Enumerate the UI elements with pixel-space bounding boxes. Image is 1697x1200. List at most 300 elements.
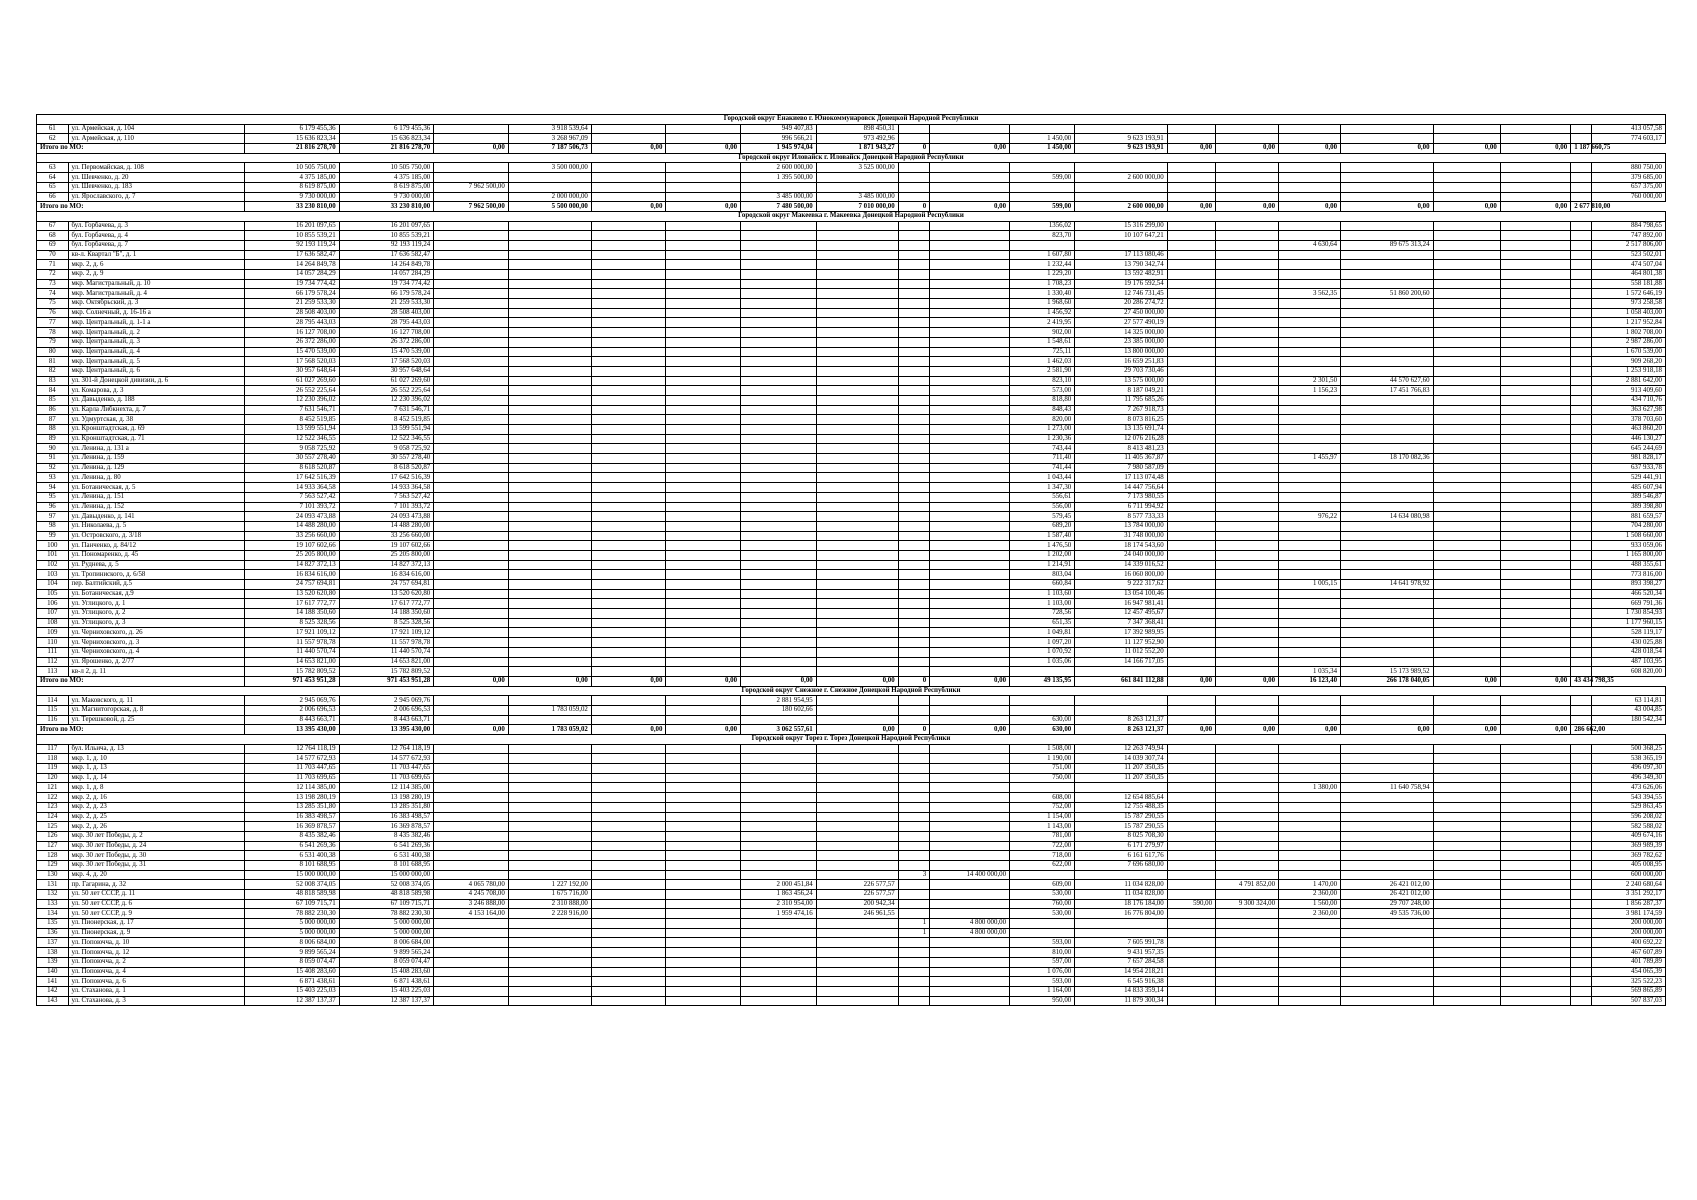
value-cell: 11 557 978,78: [245, 638, 340, 648]
value-cell: [1279, 502, 1341, 512]
value-cell: [930, 880, 1010, 890]
value-cell: [1500, 647, 1570, 657]
value-cell: [1571, 299, 1592, 309]
table-row: [37, 376, 1666, 386]
value-cell: [930, 134, 1010, 144]
value-cell: [508, 928, 591, 938]
value-cell: [1216, 231, 1279, 241]
value-cell: [741, 841, 817, 851]
value-cell: [1279, 647, 1341, 657]
total-value-cell: 2 677 810,00: [1571, 202, 1592, 212]
table-row: [37, 560, 1666, 570]
value-cell: [816, 599, 898, 609]
value-cell: [816, 957, 898, 967]
value-cell: [1500, 531, 1570, 541]
value-cell: [591, 957, 666, 967]
value-cell: 226 577,57: [816, 890, 898, 900]
value-cell: 200 000,00: [1592, 928, 1666, 938]
value-cell: [1216, 415, 1279, 425]
value-cell: [816, 395, 898, 405]
value-cell: [1500, 773, 1570, 783]
value-cell: [666, 279, 741, 289]
value-cell: 389 546,87: [1592, 492, 1666, 502]
value-cell: 466 520,34: [1592, 589, 1666, 599]
value-cell: [591, 580, 666, 590]
value-cell: [898, 705, 930, 715]
value-cell: [434, 260, 509, 270]
value-cell: [1279, 938, 1341, 948]
value-cell: [898, 318, 930, 328]
value-cell: [508, 463, 591, 473]
value-cell: [434, 463, 509, 473]
value-cell: [666, 909, 741, 919]
value-cell: [816, 279, 898, 289]
value-cell: 2 006 696,53: [245, 705, 340, 715]
value-cell: [1433, 454, 1500, 464]
value-cell: [898, 289, 930, 299]
value-cell: [816, 541, 898, 551]
value-cell: [1010, 163, 1075, 173]
value-cell: [741, 851, 817, 861]
value-cell: 823,70: [1010, 231, 1075, 241]
row-number: 78: [37, 328, 69, 338]
value-cell: 1 587,40: [1010, 531, 1075, 541]
table-row: [37, 405, 1666, 415]
value-cell: [816, 454, 898, 464]
section-header-row: [37, 115, 1666, 125]
value-cell: [930, 347, 1010, 357]
value-cell: 13 575 000,00: [1075, 376, 1167, 386]
address-cell: мкр. 1, д. 14: [68, 773, 245, 783]
address-cell: ул. Ленина, д. 159: [68, 454, 245, 464]
value-cell: [1075, 783, 1167, 793]
value-cell: [1279, 802, 1341, 812]
value-cell: [434, 812, 509, 822]
value-cell: [1341, 773, 1433, 783]
value-cell: 781,00: [1010, 831, 1075, 841]
total-value-cell: 0,00: [1341, 725, 1433, 735]
table-row: [37, 124, 1666, 134]
value-cell: 2 945 069,76: [339, 696, 434, 706]
value-cell: 12 387 137,37: [339, 996, 434, 1006]
value-cell: [1279, 521, 1341, 531]
table-row: [37, 134, 1666, 144]
value-cell: [1433, 841, 1500, 851]
value-cell: [741, 647, 817, 657]
value-cell: 3 500 000,00: [508, 163, 591, 173]
value-cell: 14 057 284,29: [245, 270, 340, 280]
value-cell: 25 205 800,00: [245, 550, 340, 560]
total-value-cell: 49 135,95: [1010, 676, 1075, 686]
table-row: [37, 521, 1666, 531]
value-cell: [898, 783, 930, 793]
value-cell: 14 188 350,60: [245, 609, 340, 619]
value-cell: [898, 986, 930, 996]
address-cell: ул. Маковского, д. 11: [68, 696, 245, 706]
total-value-cell: 971 453 951,28: [245, 676, 340, 686]
value-cell: [591, 318, 666, 328]
row-number: 73: [37, 279, 69, 289]
value-cell: [666, 502, 741, 512]
value-cell: [1341, 163, 1433, 173]
value-cell: [930, 986, 1010, 996]
value-cell: [1279, 860, 1341, 870]
value-cell: 16 659 251,83: [1075, 357, 1167, 367]
value-cell: [1216, 715, 1279, 725]
value-cell: [1571, 328, 1592, 338]
value-cell: [1167, 483, 1215, 493]
value-cell: 752,00: [1010, 802, 1075, 812]
value-cell: [1433, 996, 1500, 1006]
value-cell: [666, 744, 741, 754]
value-cell: [1279, 870, 1341, 880]
value-cell: [1433, 831, 1500, 841]
value-cell: 17 113 080,46: [1075, 250, 1167, 260]
value-cell: [1167, 289, 1215, 299]
value-cell: [508, 299, 591, 309]
row-number: 101: [37, 550, 69, 560]
value-cell: [1216, 463, 1279, 473]
value-cell: [434, 531, 509, 541]
section-header-row: [37, 153, 1666, 163]
value-cell: [1216, 957, 1279, 967]
value-cell: [1341, 957, 1433, 967]
value-cell: [1433, 415, 1500, 425]
value-cell: [930, 822, 1010, 832]
value-cell: [666, 386, 741, 396]
value-cell: [1500, 231, 1570, 241]
table-row: [37, 250, 1666, 260]
value-cell: [591, 870, 666, 880]
value-cell: [1167, 366, 1215, 376]
value-cell: [930, 163, 1010, 173]
value-cell: [1279, 463, 1341, 473]
value-cell: [591, 860, 666, 870]
row-number: 68: [37, 231, 69, 241]
value-cell: 538 365,19: [1592, 754, 1666, 764]
table-row: [37, 996, 1666, 1006]
value-cell: 590,00: [1167, 899, 1215, 909]
value-cell: 363 627,98: [1592, 405, 1666, 415]
value-cell: [930, 948, 1010, 958]
address-cell: ул. Давыденко, д. 141: [68, 512, 245, 522]
row-number: 76: [37, 308, 69, 318]
value-cell: [1341, 463, 1433, 473]
address-cell: ул. Стаханова, д. 3: [68, 996, 245, 1006]
value-cell: 1: [898, 919, 930, 929]
total-value-cell: 0,00: [434, 144, 509, 154]
row-number: 83: [37, 376, 69, 386]
value-cell: [1571, 279, 1592, 289]
value-cell: [741, 250, 817, 260]
value-cell: [1500, 250, 1570, 260]
value-cell: [1571, 386, 1592, 396]
value-cell: [508, 851, 591, 861]
value-cell: [898, 657, 930, 667]
value-cell: [1341, 521, 1433, 531]
value-cell: [1433, 812, 1500, 822]
value-cell: 9 623 193,91: [1075, 134, 1167, 144]
value-cell: [591, 473, 666, 483]
table-row: [37, 744, 1666, 754]
address-cell: мкр. 30 лет Победы, д. 31: [68, 860, 245, 870]
value-cell: 474 507,04: [1592, 260, 1666, 270]
row-number: 121: [37, 783, 69, 793]
value-cell: 1 229,20: [1010, 270, 1075, 280]
value-cell: [1216, 541, 1279, 551]
row-number: 91: [37, 454, 69, 464]
value-cell: [591, 628, 666, 638]
value-cell: 487 103,95: [1592, 657, 1666, 667]
value-cell: [1279, 299, 1341, 309]
row-number: 126: [37, 831, 69, 841]
value-cell: 4 065 780,00: [434, 880, 509, 890]
address-cell: ул. Шевченко, д. 183: [68, 182, 245, 192]
value-cell: [898, 192, 930, 202]
value-cell: [666, 599, 741, 609]
row-number: 141: [37, 977, 69, 987]
value-cell: [1279, 919, 1341, 929]
value-cell: 14 634 080,98: [1341, 512, 1433, 522]
value-cell: [741, 938, 817, 948]
value-cell: [508, 386, 591, 396]
total-value-cell: 1 871 943,27: [816, 144, 898, 154]
value-cell: [508, 560, 591, 570]
value-cell: [1216, 938, 1279, 948]
value-cell: [1500, 705, 1570, 715]
value-cell: [816, 270, 898, 280]
value-cell: [508, 250, 591, 260]
value-cell: [1341, 502, 1433, 512]
table-row: [37, 754, 1666, 764]
row-number: 131: [37, 880, 69, 890]
value-cell: 1 035,06: [1010, 657, 1075, 667]
value-cell: [434, 163, 509, 173]
value-cell: [434, 977, 509, 987]
value-cell: [930, 124, 1010, 134]
value-cell: [741, 376, 817, 386]
value-cell: [816, 173, 898, 183]
value-cell: 7 980 587,09: [1075, 463, 1167, 473]
value-cell: [1279, 628, 1341, 638]
total-value-cell: 0,00: [666, 725, 741, 735]
value-cell: [930, 337, 1010, 347]
value-cell: 949 407,83: [741, 124, 817, 134]
row-number: 112: [37, 657, 69, 667]
value-cell: [1433, 434, 1500, 444]
value-cell: [591, 793, 666, 803]
value-cell: [816, 502, 898, 512]
value-cell: 12 263 749,94: [1075, 744, 1167, 754]
table-row: [37, 696, 1666, 706]
value-cell: [666, 192, 741, 202]
value-cell: [1167, 754, 1215, 764]
value-cell: [508, 589, 591, 599]
value-cell: [930, 463, 1010, 473]
table-row: [37, 890, 1666, 900]
value-cell: 17 392 989,95: [1075, 628, 1167, 638]
value-cell: [1279, 405, 1341, 415]
value-cell: 11 012 552,20: [1075, 647, 1167, 657]
value-cell: 976,22: [1279, 512, 1341, 522]
address-cell: ул. 50 лет СССР, д. 9: [68, 909, 245, 919]
value-cell: [930, 299, 1010, 309]
value-cell: 2 881 954,95: [741, 696, 817, 706]
value-cell: [508, 667, 591, 677]
value-cell: [434, 860, 509, 870]
value-cell: [1341, 870, 1433, 880]
value-cell: 893 398,27: [1592, 580, 1666, 590]
value-cell: [1167, 570, 1215, 580]
table-row: [37, 909, 1666, 919]
value-cell: [434, 919, 509, 929]
value-cell: [434, 415, 509, 425]
value-cell: [741, 270, 817, 280]
value-cell: [1341, 192, 1433, 202]
value-cell: [930, 240, 1010, 250]
value-cell: 15 782 809,52: [339, 667, 434, 677]
value-cell: [816, 657, 898, 667]
address-cell: мкр. 1, д. 13: [68, 764, 245, 774]
value-cell: 12 230 396,02: [245, 395, 340, 405]
value-cell: [666, 580, 741, 590]
value-cell: [1433, 570, 1500, 580]
value-cell: 1 190,00: [1010, 754, 1075, 764]
value-cell: [666, 609, 741, 619]
value-cell: [591, 647, 666, 657]
value-cell: 8 059 074,47: [245, 957, 340, 967]
value-cell: [1216, 240, 1279, 250]
value-cell: [1341, 531, 1433, 541]
value-cell: [434, 250, 509, 260]
value-cell: 8 059 074,47: [339, 957, 434, 967]
value-cell: [930, 705, 1010, 715]
value-cell: [1500, 483, 1570, 493]
total-value-cell: 0,00: [1279, 725, 1341, 735]
value-cell: 2 987 286,00: [1592, 337, 1666, 347]
table-row: [37, 977, 1666, 987]
value-cell: 19 107 602,66: [339, 541, 434, 551]
value-cell: [1500, 221, 1570, 231]
value-cell: [508, 957, 591, 967]
value-cell: [508, 773, 591, 783]
address-cell: мкр. 2, д. 26: [68, 822, 245, 832]
value-cell: 608 820,00: [1592, 667, 1666, 677]
value-cell: 14 188 350,60: [339, 609, 434, 619]
total-value-cell: 0: [898, 725, 930, 735]
value-cell: [741, 444, 817, 454]
value-cell: [666, 308, 741, 318]
value-cell: [1500, 764, 1570, 774]
value-cell: 14 933 364,58: [339, 483, 434, 493]
table-row: [37, 609, 1666, 619]
value-cell: [741, 793, 817, 803]
value-cell: [434, 473, 509, 483]
value-cell: [591, 328, 666, 338]
value-cell: [508, 531, 591, 541]
value-cell: 15 408 283,60: [339, 967, 434, 977]
value-cell: [1279, 977, 1341, 987]
value-cell: [1433, 860, 1500, 870]
row-number: 80: [37, 347, 69, 357]
value-cell: [1167, 405, 1215, 415]
value-cell: [930, 831, 1010, 841]
total-value-cell: 0,00: [1167, 202, 1215, 212]
value-cell: [1279, 318, 1341, 328]
value-cell: [434, 667, 509, 677]
value-cell: [1167, 773, 1215, 783]
value-cell: 660,84: [1010, 580, 1075, 590]
value-cell: 52 008 374,05: [245, 880, 340, 890]
value-cell: [1433, 851, 1500, 861]
value-cell: [1571, 444, 1592, 454]
value-cell: [1167, 347, 1215, 357]
value-cell: [1216, 560, 1279, 570]
value-cell: [508, 521, 591, 531]
value-cell: 66 179 578,24: [245, 289, 340, 299]
table-row: [37, 192, 1666, 202]
value-cell: 467 607,89: [1592, 948, 1666, 958]
value-cell: 2 419,95: [1010, 318, 1075, 328]
value-cell: [1433, 957, 1500, 967]
value-cell: [741, 512, 817, 522]
total-value-cell: 33 230 810,00: [245, 202, 340, 212]
value-cell: [508, 715, 591, 725]
value-cell: [1010, 192, 1075, 202]
value-cell: 20 286 274,72: [1075, 299, 1167, 309]
value-cell: [591, 754, 666, 764]
table-row: [37, 173, 1666, 183]
value-cell: [591, 948, 666, 958]
value-cell: 12 764 118,19: [339, 744, 434, 754]
value-cell: 13 198 280,19: [339, 793, 434, 803]
value-cell: [434, 957, 509, 967]
value-cell: [741, 308, 817, 318]
total-value-cell: 7 187 506,73: [508, 144, 591, 154]
row-number: 110: [37, 638, 69, 648]
total-value-cell: 0,00: [1216, 144, 1279, 154]
value-cell: [898, 812, 930, 822]
total-value-cell: 1 945 974,04: [741, 144, 817, 154]
value-cell: [666, 957, 741, 967]
value-cell: 5 000 000,00: [245, 928, 340, 938]
value-cell: 430 025,88: [1592, 638, 1666, 648]
value-cell: 400 692,22: [1592, 938, 1666, 948]
address-cell: ул. Шевченко, д. 20: [68, 173, 245, 183]
value-cell: 913 409,60: [1592, 386, 1666, 396]
value-cell: [434, 831, 509, 841]
value-cell: [741, 357, 817, 367]
value-cell: [434, 192, 509, 202]
value-cell: 13 599 551,94: [245, 425, 340, 435]
address-cell: ул. Первомайская, д. 108: [68, 163, 245, 173]
value-cell: [1167, 802, 1215, 812]
value-cell: [1216, 473, 1279, 483]
address-cell: бул. Ильича, д. 13: [68, 744, 245, 754]
row-number: 130: [37, 870, 69, 880]
value-cell: [741, 434, 817, 444]
value-cell: [1216, 347, 1279, 357]
value-cell: 434 710,76: [1592, 395, 1666, 405]
value-cell: [1010, 783, 1075, 793]
value-cell: [1279, 473, 1341, 483]
value-cell: 1 730 854,93: [1592, 609, 1666, 619]
value-cell: [930, 957, 1010, 967]
value-cell: 651,35: [1010, 618, 1075, 628]
value-cell: [930, 376, 1010, 386]
table-row: [37, 802, 1666, 812]
value-cell: 12 230 396,02: [339, 395, 434, 405]
